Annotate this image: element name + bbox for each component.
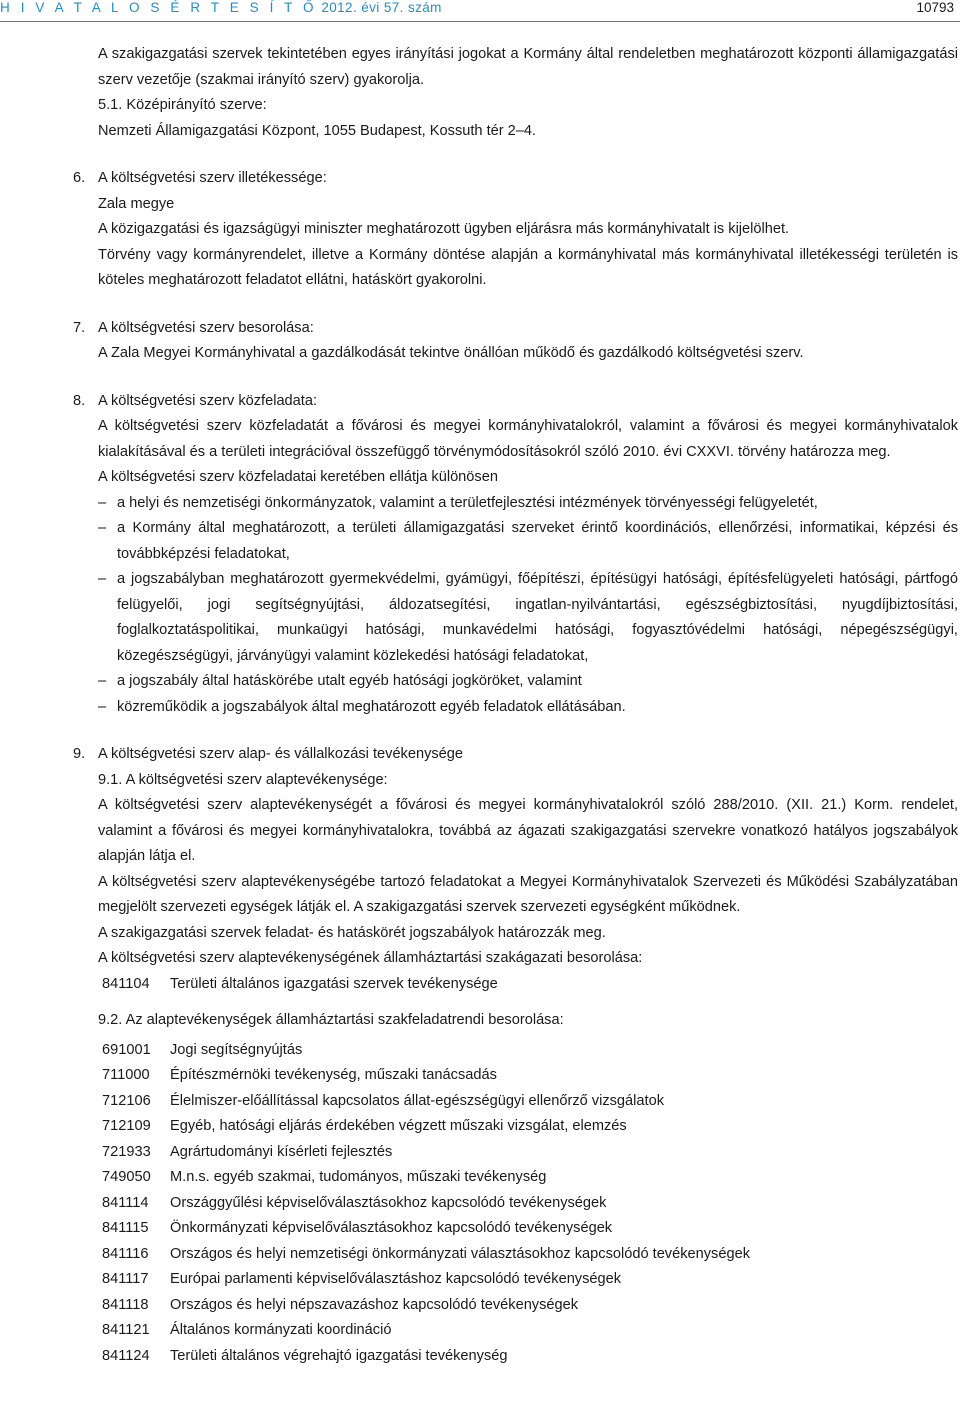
dash-item xyxy=(98,516,958,567)
code-number: 691001 xyxy=(102,1041,151,1058)
code-number: 749050 xyxy=(102,1169,151,1185)
spacer xyxy=(98,144,958,166)
dash-item-text: a Kormány által meghatározott, a területi államigazgatási szerveket érintő koordinációs, ellenőrzési, informatikai, képzési és továbbképzési feladatokat, xyxy=(117,520,958,562)
header-left xyxy=(0,0,442,15)
section-number: 7. xyxy=(73,319,86,336)
code-number: 841118 xyxy=(102,1296,149,1313)
code-number: 841114 xyxy=(102,1194,149,1211)
section-number: 6. xyxy=(73,170,86,186)
sub-heading-9-1: 9.1. A költségvetési szerv alaptevékenysége: xyxy=(98,771,388,788)
spacer xyxy=(98,997,958,1008)
sub-heading-9-2: 9.2. Az alaptevékenységek államháztartási szakfeladatrendi besorolása: xyxy=(98,1012,564,1028)
code-number: 712109 xyxy=(102,1118,151,1134)
code-number: 841121 xyxy=(102,1322,150,1338)
dash-item-text: a jogszabály által hatáskörébe utalt egyéb hatósági jogköröket, valamint xyxy=(117,673,582,689)
code-row xyxy=(98,972,958,998)
code-number: 841124 xyxy=(102,1347,150,1364)
dash-marker: – xyxy=(98,698,107,715)
dash-marker: – xyxy=(98,571,107,587)
code-row xyxy=(98,1293,958,1319)
dash-item xyxy=(98,695,958,721)
page-number: 10793 xyxy=(916,0,954,15)
section-8-heading xyxy=(73,389,958,415)
code-label: Területi általános igazgatási szervek tevékenysége xyxy=(170,975,498,992)
sec6-line: A közigazgatási és igazságügyi miniszter meghatározott ügyben eljárásra más kormányhivatalt is kijelölhet. xyxy=(98,221,790,237)
code-row xyxy=(98,1165,958,1191)
dash-item xyxy=(98,491,958,517)
sec6-line: Zala megye xyxy=(98,195,175,212)
section-title: A költségvetési szerv alap- és vállalkozási tevékenysége xyxy=(98,746,464,762)
code-label: Országos és helyi nemzetiségi önkormányzati választásokhoz kapcsolódó tevékenységek xyxy=(170,1245,750,1262)
dash-marker: – xyxy=(98,520,107,536)
code-number: 841116 xyxy=(102,1245,149,1262)
section-6-heading xyxy=(73,166,958,192)
code-label: Jogi segítségnyújtás xyxy=(170,1041,303,1058)
running-header xyxy=(0,0,954,14)
code-number: 721933 xyxy=(102,1143,151,1160)
code-label: Országos és helyi népszavazáshoz kapcsolódó tevékenységek xyxy=(170,1296,579,1313)
code-label: Európai parlamenti képviselőválasztáshoz kapcsolódó tevékenységek xyxy=(170,1271,622,1287)
section-number: 8. xyxy=(73,392,86,409)
code-row xyxy=(98,1242,958,1268)
sub-text-5-1: Nemzeti Államigazgatási Központ, 1055 Budapest, Kossuth tér 2–4. xyxy=(98,122,537,139)
sec9-paragraph: A költségvetési szerv alaptevékenységébe tartozó feladatokat a Megyei Kormányhivatalok Szervezeti és Működési Szabályzatában megjelölt szervezeti egységek látják el. A szakigazgatási szervek szervezeti egységként működnek. xyxy=(98,873,958,915)
issue-label: 2012. évi 57. szám xyxy=(321,0,442,15)
sec9-paragraph: A költségvetési szerv alaptevékenységének államháztartási szakágazati besorolása: xyxy=(98,950,643,966)
code-number: 712106 xyxy=(102,1092,151,1109)
code-row xyxy=(98,1318,958,1344)
code-row xyxy=(98,1191,958,1217)
code-number: 841117 xyxy=(102,1271,149,1287)
dash-item xyxy=(98,567,958,669)
intro-paragraph: A szakigazgatási szervek tekintetében egyes irányítási jogokat a Kormány által rendeletben meghatározott központi államigazgatási szerv vezetője (szakmai irányító szerv) gyakorolja. xyxy=(98,46,958,88)
sec8-paragraph: A költségvetési szerv közfeladatát a fővárosi és megyei kormányhivatalokról, valamint a fővárosi és megyei kormányhivatalok kialakításával és a területi integrációval összefüggő törvénymódosításokról szóló 2010. évi CXXVI. törvény határozza meg. xyxy=(98,418,958,460)
code-label: Építészmérnöki tevékenység, műszaki tanácsadás xyxy=(170,1067,497,1083)
section-title: A költségvetési szerv közfeladata: xyxy=(98,392,318,409)
code-label: Önkormányzati képviselőválasztásokhoz kapcsolódó tevékenységek xyxy=(170,1220,613,1236)
code-row xyxy=(98,1216,958,1242)
section-9-heading xyxy=(73,742,958,768)
code-label: Területi általános végrehajtó igazgatási tevékenység xyxy=(170,1347,508,1364)
section-7-heading xyxy=(73,316,958,342)
code-list xyxy=(98,1038,958,1370)
spacer xyxy=(98,720,958,742)
sec9-paragraph: A szakigazgatási szervek feladat- és hatáskörét jogszabályok határozzák meg. xyxy=(98,924,606,941)
section-title: A költségvetési szerv besorolása: xyxy=(98,319,314,336)
sec7-text: A Zala Megyei Kormányhivatal a gazdálkodását tekintve önállóan működő és gazdálkodó költségvetési szerv. xyxy=(98,345,804,361)
dash-item-text: a jogszabályban meghatározott gyermekvédelmi, gyámügyi, főépítészi, építésügyi hatósági, építésfelügyeleti hatósági, pártfogó felügyelői, jogi segítségnyújtási, áldozatsegítési, ingatlan-nyilvántartási, egészségbiztosítási, nyugdíjbiztosítási, foglalkoztatáspolitikai, munkaügyi hatósági, munkavédelmi hatósági, fogyasztóvédelmi hatósági, népegészségügyi, közegészségügyi, járványügyi valamint közlekedési hatósági feladatokat, xyxy=(117,571,958,664)
code-number: 841104 xyxy=(102,975,150,992)
code-row xyxy=(98,1114,958,1140)
section-number: 9. xyxy=(73,746,86,762)
section-title: A költségvetési szerv illetékessége: xyxy=(98,170,327,186)
code-row xyxy=(98,1063,958,1089)
dash-marker: – xyxy=(98,673,107,689)
code-label: Általános kormányzati koordináció xyxy=(170,1322,392,1338)
code-row xyxy=(98,1140,958,1166)
dash-item-text: közreműködik a jogszabályok által meghatározott egyéb feladatok ellátásában. xyxy=(117,698,626,715)
code-number: 841115 xyxy=(102,1220,149,1236)
sec8-paragraph: A költségvetési szerv közfeladatai keretében ellátja különösen xyxy=(98,469,498,485)
spacer xyxy=(98,367,958,389)
journal-title: H I V A T A L O S É R T E S Í T Ő xyxy=(0,0,318,15)
code-number: 711000 xyxy=(102,1067,150,1083)
code-label: M.n.s. egyéb szakmai, tudományos, műszaki tevékenység xyxy=(170,1169,547,1185)
spacer xyxy=(98,294,958,316)
code-row xyxy=(98,1344,958,1370)
code-label: Agrártudományi kísérleti fejlesztés xyxy=(170,1143,393,1160)
code-row xyxy=(98,1038,958,1064)
code-label: Élelmiszer-előállítással kapcsolatos állat-egészségügyi ellenőrző vizsgálatok xyxy=(170,1092,664,1109)
code-row xyxy=(98,1267,958,1293)
dash-marker: – xyxy=(98,494,107,511)
document-body xyxy=(73,42,958,1369)
sub-heading-5-1: 5.1. Középirányító szerve: xyxy=(98,97,267,113)
dash-item-text: a helyi és nemzetiségi önkormányzatok, valamint a területfejlesztési intézmények törvényességi felügyeletét, xyxy=(117,494,818,511)
code-label: Országgyűlési képviselőválasztásokhoz kapcsolódó tevékenységek xyxy=(170,1194,607,1211)
code-label: Egyéb, hatósági eljárás érdekében végzett műszaki vizsgálat, elemzés xyxy=(170,1118,627,1134)
sec6-line: Törvény vagy kormányrendelet, illetve a Kormány döntése alapján a kormányhivatal más kormányhivatal illetékességi területén is köteles meghatározott feladatot ellátni, hatáskört gyakorolni. xyxy=(98,246,958,288)
dash-item xyxy=(98,669,958,695)
sec9-paragraph: A költségvetési szerv alaptevékenységét a fővárosi és megyei kormányhivatalokról szóló 288/2010. (XII. 21.) Korm. rendelet, valamint a fővárosi és megyei kormányhivatalokra, továbbá az ágazati szakigazgatási szervekre vonatkozó hatályos jogszabályok alapján látja el. xyxy=(98,797,958,864)
header-rule xyxy=(0,21,960,22)
code-row xyxy=(98,1089,958,1115)
